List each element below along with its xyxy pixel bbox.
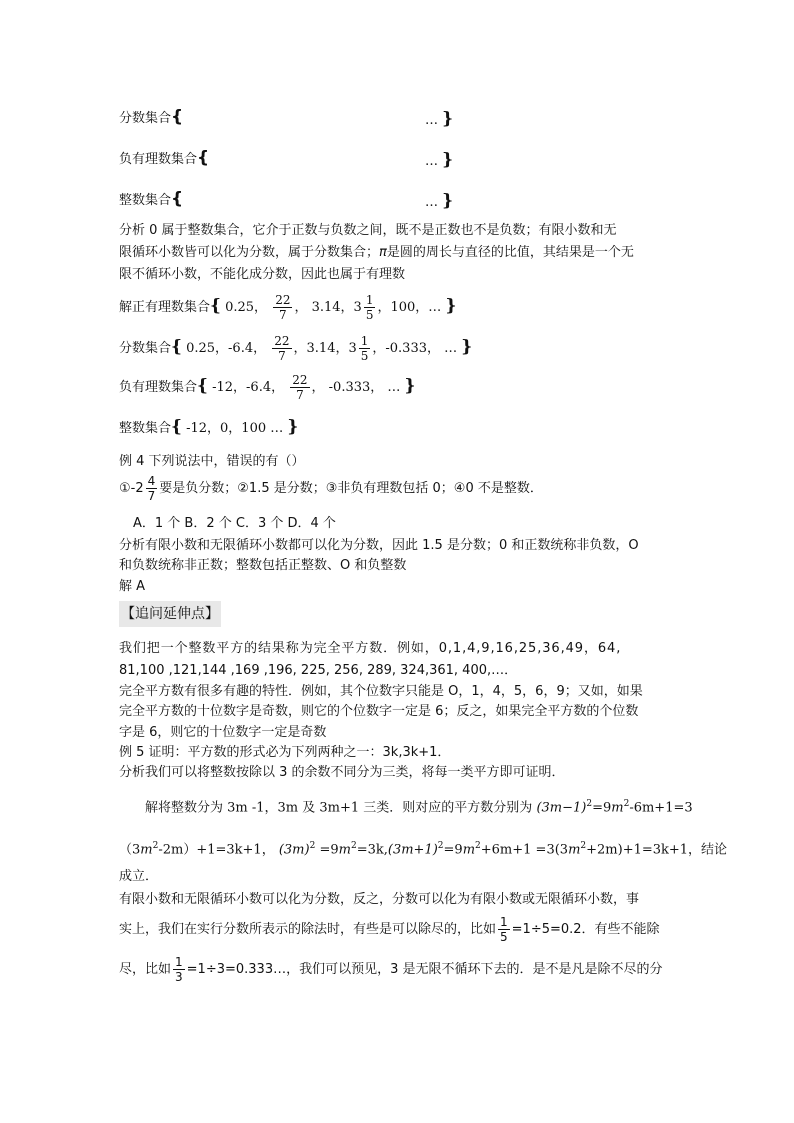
example4-statements	[119, 474, 543, 504]
property-line-1: 完全平方数有很多有趣的特性．例如，其个位数字只能是 O，1，4，5，6，9；又如，如果	[119, 684, 643, 699]
set-label: 分数集合	[119, 341, 172, 356]
ellipsis-2	[425, 150, 453, 170]
proof-text: （3	[119, 842, 141, 858]
numerator: 1	[365, 293, 374, 307]
set-label: 负有理数集合	[119, 152, 198, 167]
expr-3m-plus-1: (3m+1)	[387, 842, 438, 858]
ellipsis: …	[425, 113, 438, 128]
perfect-square-line-1: 我们把一个整数平方的结果称为完全平方数．例如，0,1,4,9,16,25,36,49，64,	[119, 641, 622, 656]
set-items: ，3.14，3	[293, 341, 357, 356]
decimal-text: 尽，比如	[119, 962, 172, 977]
set-label: 负有理数集合	[119, 380, 198, 395]
close-brace: }	[461, 337, 473, 357]
positive-rational-set	[119, 291, 456, 323]
expr-3m-minus-1: (3m−1)	[536, 800, 587, 816]
fraction-1-5	[359, 334, 371, 363]
proof-line-1	[145, 795, 693, 817]
set-label: 整数集合	[119, 193, 172, 208]
integer-set-solution	[119, 418, 298, 438]
example5-analysis: 分析我们可以将整数按除以 3 的余数不同分为三类，将每一类平方即可证明．	[119, 765, 565, 780]
set-items: ， -0.333， …	[311, 380, 401, 395]
exponent: 2	[437, 841, 444, 851]
fraction-22-7	[272, 334, 291, 363]
exponent: 2	[350, 841, 357, 851]
denominator: 7	[147, 489, 156, 503]
var-m: m	[568, 842, 581, 858]
proof-text: 解将整数分为 3m -1，3m 及 3m+1 三类．则对应的平方数分别为	[145, 800, 533, 816]
neg-rational-set-line	[119, 149, 209, 169]
example4-answer: 解 A	[119, 579, 146, 594]
proof-text: -2m）+1=3k+1，	[158, 842, 275, 858]
example4-question: 例 4 下列说法中，错误的有（）	[119, 454, 305, 469]
property-line-2: 完全平方数的十位数字是奇数，则它的个位数字一定是 6；反之，如果完全平方数的个位数	[119, 704, 639, 719]
decimal-line-3	[119, 955, 663, 985]
numerator: 22	[275, 293, 291, 307]
exponent: 2	[152, 841, 159, 851]
proof-text: +2m)+1=3k+1，结论	[586, 842, 728, 858]
set-items: ，-0.333， …	[372, 341, 458, 356]
set-items: 0.25，-6.4，	[186, 341, 267, 356]
proof-text: =3k,	[356, 842, 388, 858]
close-brace: }	[442, 109, 454, 129]
statement-text: ①-2	[119, 481, 144, 496]
fraction-set-line	[119, 108, 183, 128]
proof-text: =9	[443, 842, 463, 858]
close-brace: }	[445, 296, 457, 316]
close-brace: }	[442, 191, 454, 211]
denominator: 7	[296, 388, 304, 402]
fraction-4-7	[146, 474, 158, 503]
numerator: 22	[292, 373, 308, 387]
proof-text: -6m+1=3	[629, 800, 693, 816]
fraction-22-7	[290, 373, 309, 402]
fraction-1-5	[364, 293, 376, 322]
neg-rational-set-solution	[119, 371, 415, 403]
denominator: 3	[175, 970, 183, 984]
set-items: ，100，…	[377, 300, 442, 315]
numerator: 1	[360, 334, 369, 348]
decimal-line-2	[119, 915, 660, 945]
proof-line-2	[119, 837, 727, 859]
decimal-text: 实上，我们在实行分数所表示的除法时，有些是可以除尽的，比如	[119, 922, 497, 937]
decimal-line-1: 有限小数和无限循环小数可以化为分数，反之，分数可以化为有限小数或无限循环小数，事	[119, 892, 640, 907]
set-label: 分数集合	[119, 111, 172, 126]
analysis-text: 是圆的周长与直径的比值，其结果是一个无	[386, 245, 634, 260]
example4-analysis-1: 分析有限小数和无限循环小数都可以化为分数，因此 1.5 是分数；0 和正数统称非负数，O	[119, 538, 639, 553]
set-items: -12，-6.4，	[212, 380, 285, 395]
fraction-1-3	[173, 955, 185, 984]
open-brace: {	[197, 376, 208, 396]
ellipsis: …	[425, 154, 438, 169]
set-items: 0.25，	[225, 300, 268, 315]
fraction-22-7	[273, 293, 292, 322]
denominator: 5	[360, 349, 369, 363]
perfect-square-line-2: 81,100 ,121,144 ,169 ,196, 225, 256, 289, 324,361, 400,…．	[119, 663, 518, 678]
denominator: 5	[365, 308, 374, 322]
ellipsis: …	[425, 195, 438, 210]
exponent: 2	[586, 799, 593, 809]
proof-text: +6m+1 =3(3	[480, 842, 569, 858]
numerator: 1	[175, 955, 183, 969]
analysis-line-2	[119, 244, 634, 262]
fraction-1-5	[498, 915, 510, 944]
proof-text: =9	[592, 800, 612, 816]
exponent: 2	[580, 841, 587, 851]
example5-statement: 例 5 证明：平方数的形式必为下列两种之一：3k,3k+1．	[119, 745, 451, 760]
close-brace: }	[442, 150, 454, 170]
expr-3m: (3m)	[278, 842, 310, 858]
analysis-line-3: 限不循环小数，不能化成分数，因此也属于有理数	[119, 267, 406, 282]
denominator: 7	[279, 308, 287, 322]
var-m: m	[462, 842, 476, 858]
set-label: 解正有理数集合	[119, 300, 211, 315]
proof-conclusion: 成立．	[119, 869, 159, 884]
ellipsis-3	[425, 191, 453, 211]
property-line-3: 字是 6，则它的十位数字一定是奇数	[119, 725, 327, 740]
denominator: 7	[278, 349, 286, 363]
open-brace: {	[171, 107, 184, 127]
analysis-line-1: 分析 0 属于整数集合，它介于正数与负数之间，既不是正数也不是负数；有限小数和无	[119, 223, 617, 238]
open-brace: {	[171, 189, 184, 209]
exponent: 2	[309, 841, 316, 851]
exponent: 2	[623, 799, 630, 809]
var-m: m	[611, 800, 624, 816]
decimal-text: =1÷5=0.2．有些不能除	[511, 922, 660, 937]
integer-set-line	[119, 190, 183, 210]
set-label: 整数集合	[119, 421, 172, 436]
var-m: m	[338, 842, 351, 858]
extension-header: 【追问延伸点】	[119, 601, 221, 627]
pi-symbol: π	[379, 245, 387, 260]
denominator: 5	[500, 930, 508, 944]
set-items: ， 3.14，3	[294, 300, 362, 315]
numerator: 1	[500, 915, 508, 929]
exponent: 2	[475, 841, 481, 851]
ellipsis-1	[425, 109, 453, 129]
close-brace: }	[287, 417, 299, 437]
numerator: 22	[274, 334, 290, 348]
decimal-text: =1÷3=0.333…，我们可以预见，3 是无限不循环下去的．是不是凡是除不尽的分	[186, 962, 663, 977]
example4-analysis-2: 和负数统称非正数；整数包括正整数、O 和负整数	[119, 558, 407, 573]
open-brace: {	[171, 337, 182, 357]
open-brace: {	[197, 148, 210, 168]
example4-options: A．1 个 B．2 个 C．3 个 D．4 个	[133, 516, 336, 531]
fraction-set-solution	[119, 332, 472, 364]
set-items: -12，0，100 …	[186, 421, 284, 436]
close-brace: }	[404, 376, 416, 396]
open-brace: {	[210, 296, 221, 316]
open-brace: {	[171, 417, 182, 437]
numerator: 4	[147, 474, 156, 488]
statement-text: 要是负分数；②1.5 是分数；③非负有理数包括 0；④0 不是整数．	[159, 481, 543, 496]
analysis-text: 限循环小数皆可以化为分数，属于分数集合；	[119, 245, 380, 260]
var-m: m	[140, 842, 153, 858]
proof-text: =9	[319, 842, 339, 858]
